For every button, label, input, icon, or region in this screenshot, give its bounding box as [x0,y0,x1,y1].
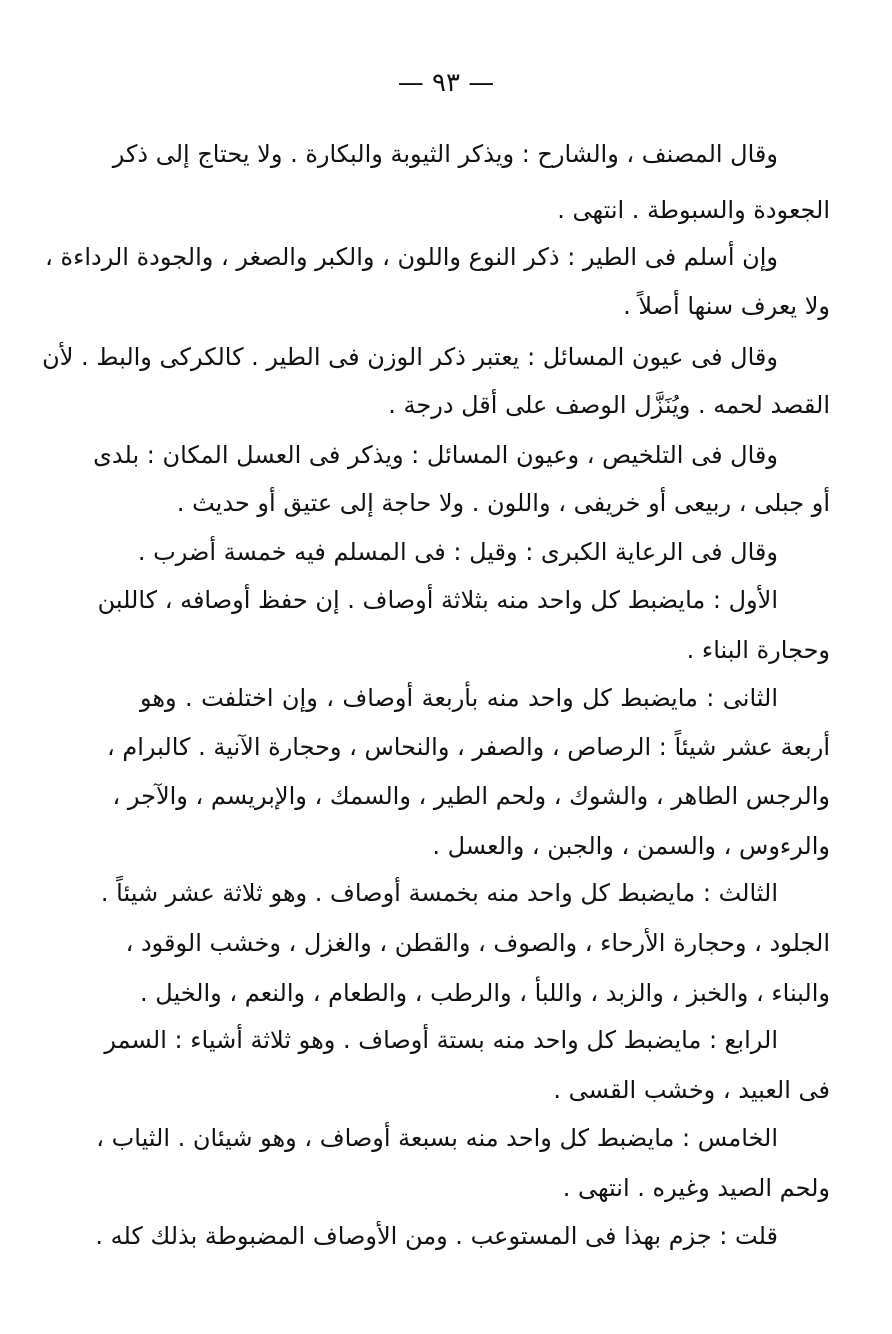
text-line: والرءوس ، والسمن ، والجبن ، والعسل . [432,832,830,860]
text-line: والبناء ، والخبز ، والزبد ، واللبأ ، والرطب ، والطعام ، والنعم ، والخيل . [140,979,830,1007]
text-line: قلت : جزم بهذا فى المستوعب . ومن الأوصاف المضبوطة بذلك كله . [95,1222,778,1250]
text-line: وقال المصنف ، والشارح : ويذكر الثيوبة والبكارة . ولا يحتاج إلى ذكر [112,140,778,168]
text-line: الجعودة والسبوطة . انتهى . [557,196,830,224]
text-line: الثالث : مايضبط كل واحد منه بخمسة أوصاف . وهو ثلاثة عشر شيئاً . [100,879,778,907]
text-line: أو جبلى ، ربيعى أو خريفى ، واللون . ولا حاجة إلى عتيق أو حديث . [176,489,830,517]
text-line: ولا يعرف سنها أصلاً . [623,292,830,320]
text-line: الأول : مايضبط كل واحد منه بثلاثة أوصاف . إن حفظ أوصافه ، كاللبن [97,586,778,614]
page-number: — ٩٣ — [397,68,495,98]
text-line: وقال فى التلخيص ، وعيون المسائل : ويذكر فى العسل المكان : بلدى [93,441,778,469]
text-line: فى العبيد ، وخشب القسى . [553,1076,830,1104]
text-line: وحجارة البناء . [686,636,830,664]
text-line: أربعة عشر شيئاً : الرصاص ، والصفر ، والنحاس ، وحجارة الآنية . كالبرام ، [107,733,830,761]
text-line: الجلود ، وحجارة الأرحاء ، والصوف ، والقطن ، والغزل ، وخشب الوقود ، [125,929,830,957]
text-line: الثانى : مايضبط كل واحد منه بأربعة أوصاف ، وإن اختلفت . وهو [140,684,778,712]
text-line: الخامس : مايضبط كل واحد منه بسبعة أوصاف ، وهو شيئان . الثياب ، [96,1124,778,1152]
text-line: القصد لحمه . ويُنَزَّل الوصف على أقل درجة . [388,391,830,419]
text-line: وإن أسلم فى الطير : ذكر النوع واللون ، والكبر والصغر ، والجودة الرداءة ، [45,243,778,271]
text-line: وقال فى عيون المسائل : يعتبر ذكر الوزن فى الطير . كالكركى والبط . لأن [42,343,778,371]
text-line: ولحم الصيد وغيره . انتهى . [562,1174,830,1202]
text-line: وقال فى الرعاية الكبرى : وقيل : فى المسلم فيه خمسة أضرب . [137,538,778,566]
text-line: والرجس الطاهر ، والشوك ، ولحم الطير ، والسمك ، والإبريسم ، والآجر ، [112,782,830,810]
text-line: الرابع : مايضبط كل واحد منه بستة أوصاف . وهو ثلاثة أشياء : السمر [104,1026,778,1054]
